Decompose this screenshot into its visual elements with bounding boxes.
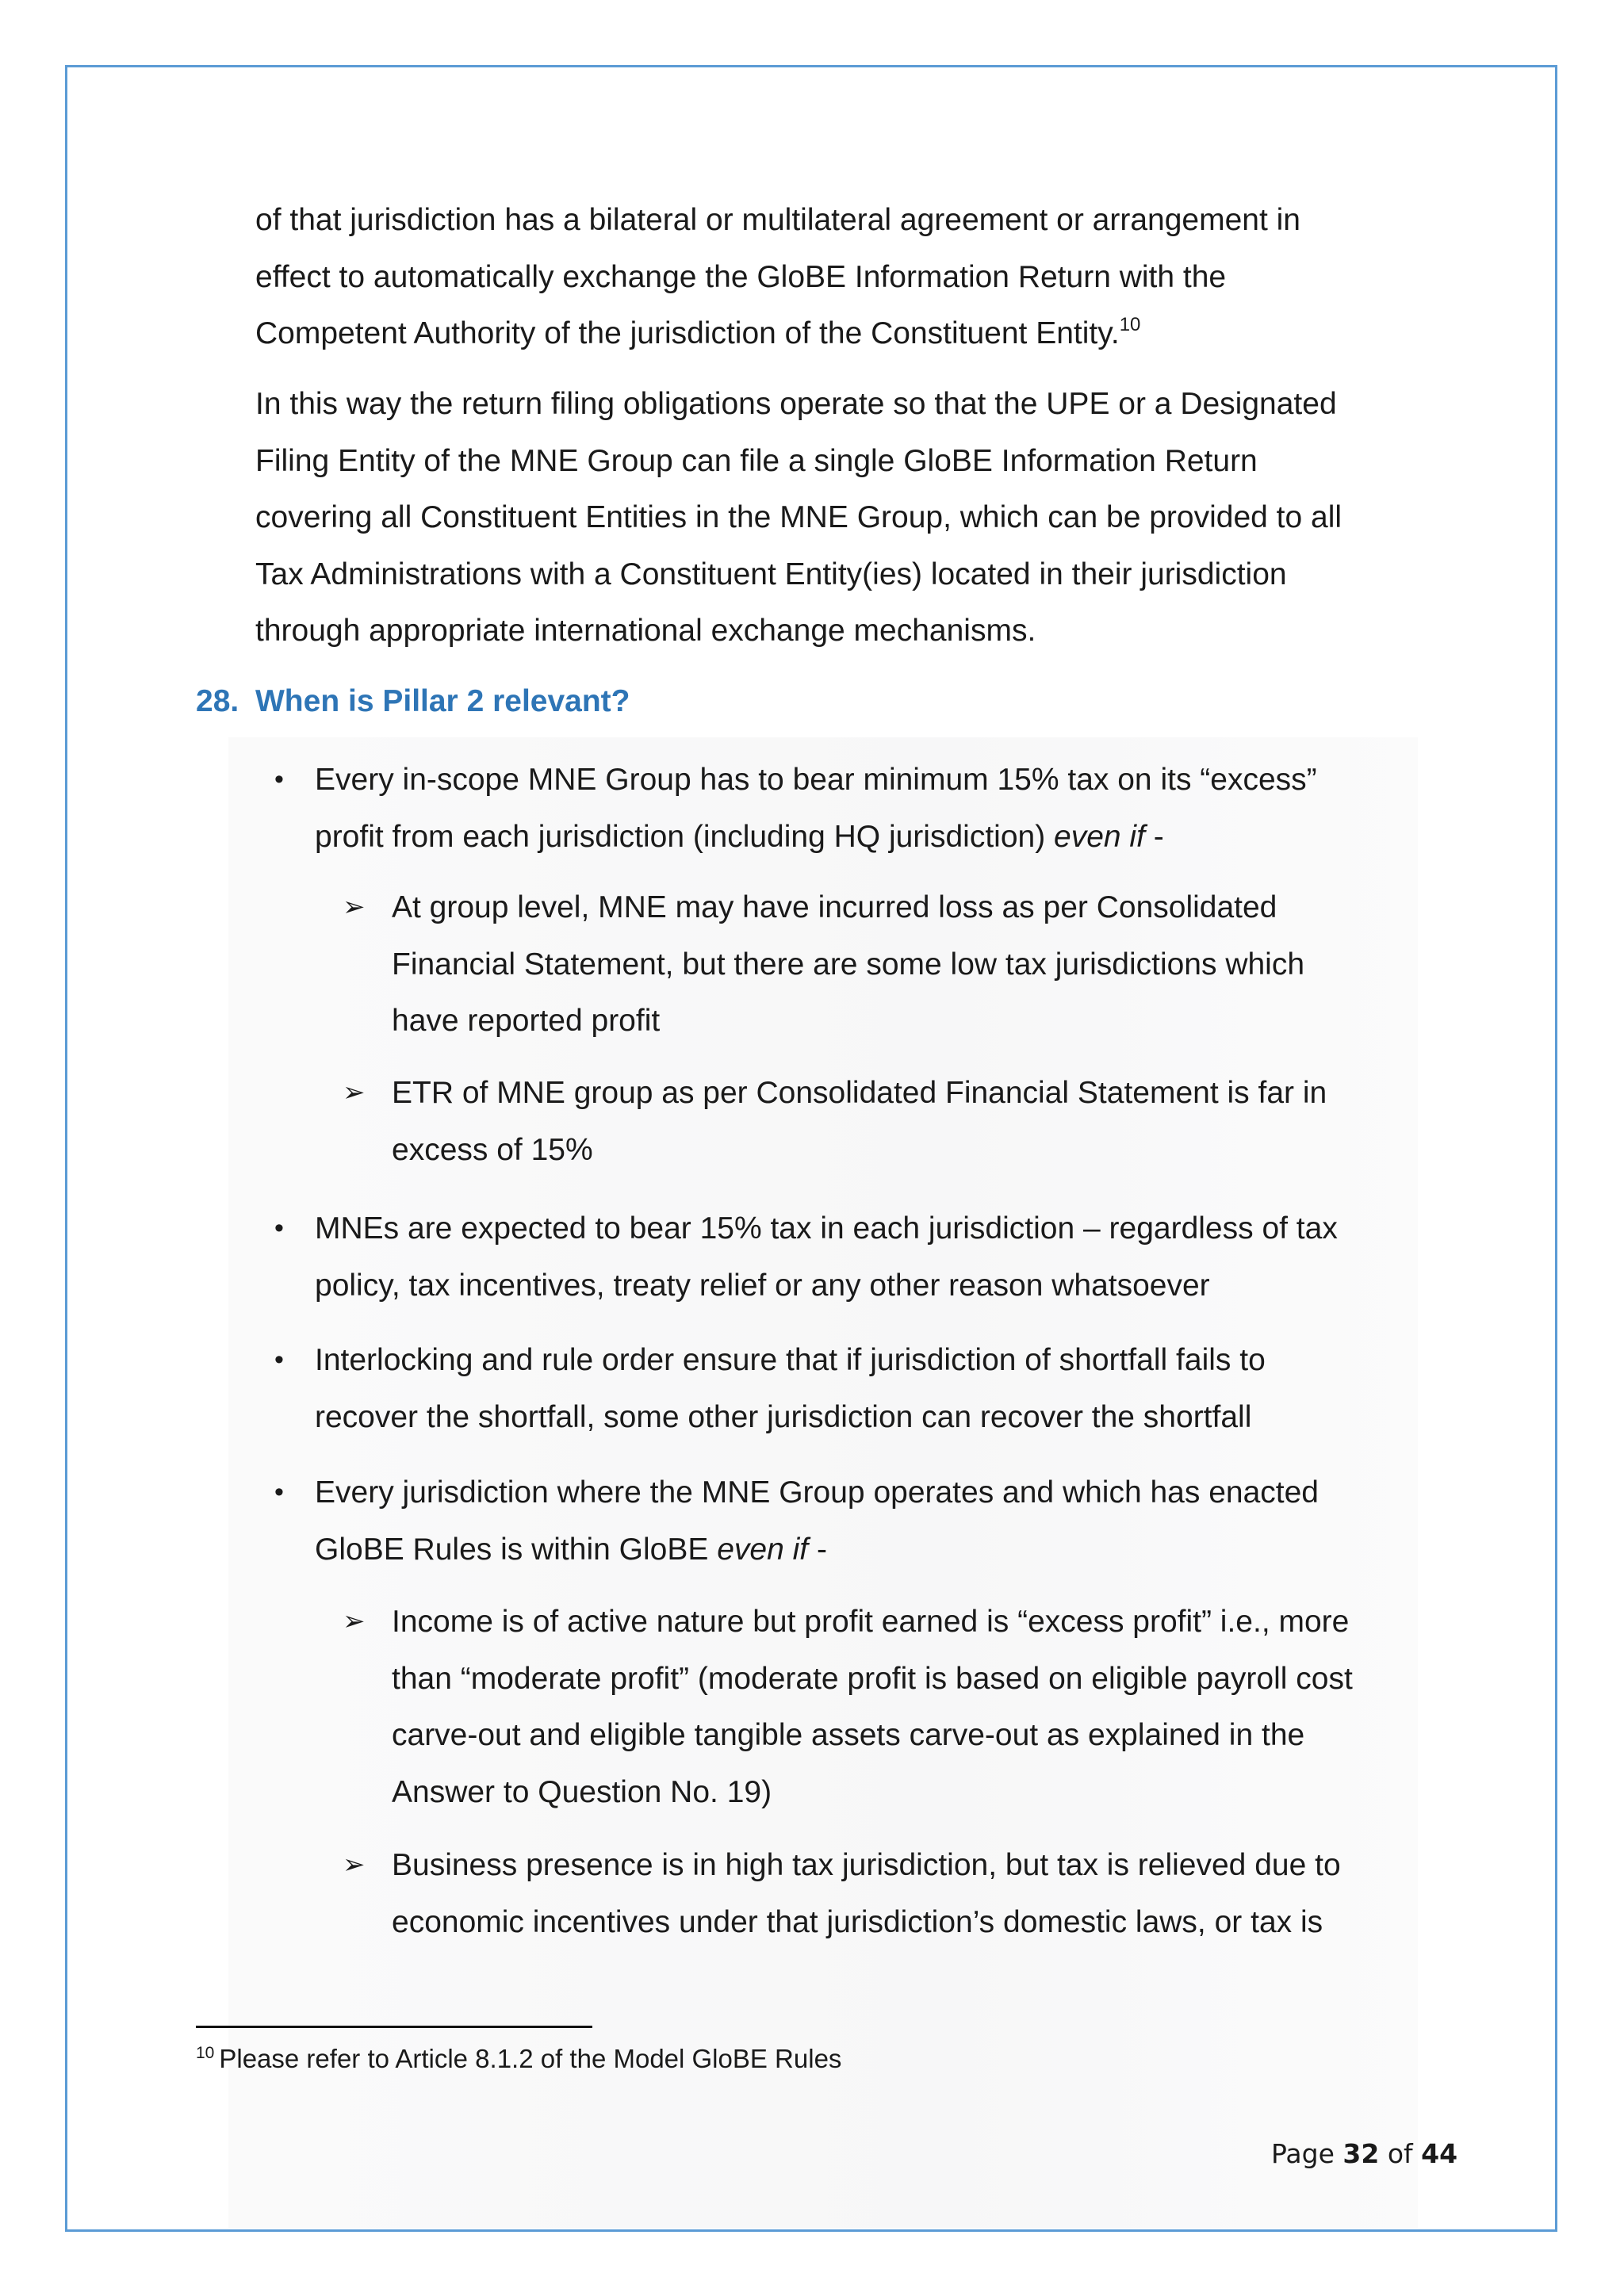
page-separator: of [1387,2138,1413,2169]
text-line: than “moderate profit” (moderate profit is based on eligible payroll cost [392,1661,1353,1696]
text-span: GloBE Rules is within GloBE [315,1532,709,1567]
text-line [315,1521,1441,1578]
total-pages: 44 [1421,2138,1458,2169]
text-line: ETR of MNE group as per Consolidated Financial Statement is far in [392,1076,1327,1110]
text-line: economic incentives under that jurisdiction’s domestic laws, or tax is [392,1904,1323,1939]
arrow-bullet-icon: ➢ [343,892,366,922]
text-span: profit from each jurisdiction (including HQ jurisdiction) [315,819,1046,854]
text-span: - [808,1532,827,1567]
text-line: Answer to Question No. 19) [392,1774,772,1809]
text-line: Financial Statement, but there are some low tax jurisdictions which [392,947,1305,982]
bullet-icon: • [274,1477,284,1507]
text-line: through appropriate international exchange mechanisms. [255,614,1036,648]
current-page: 32 [1342,2138,1380,2169]
italic-emphasis: even if [1054,819,1145,854]
paragraph-continuation [255,192,1429,366]
section-title: When is Pillar 2 relevant? [255,684,630,718]
text-line: have reported profit [392,1004,661,1038]
text-line: Every in-scope MNE Group has to bear minimum 15% tax on its “excess” [315,763,1317,797]
text-line: Business presence is in high tax jurisdiction, but tax is relieved due to [392,1848,1341,1882]
footnote-separator [196,2026,592,2028]
text-line: recover the shortfall, some other jurisdiction can recover the shortfall [315,1399,1252,1434]
text-line [315,809,1441,866]
text-line: Every jurisdiction where the MNE Group operates and which has enacted [315,1475,1319,1510]
italic-emphasis: even if [717,1532,809,1567]
text-line [255,305,1429,366]
text-line: Tax Administrations with a Constituent Entity(ies) located in their jurisdiction [255,557,1287,591]
text-line: carve-out and eligible tangible assets carve-out as explained in the [392,1718,1305,1752]
text-line: effect to automatically exchange the GloBE Information Return with the [255,259,1227,294]
footnote-reference[interactable]: 10 [1119,314,1141,335]
section-number: 28. [196,684,239,718]
text-span: - [1144,819,1164,854]
bullet-icon: • [274,1345,284,1375]
arrow-bullet-icon: ➢ [343,1850,366,1880]
text-line: MNEs are expected to bear 15% tax in each jurisdiction – regardless of tax [315,1211,1338,1246]
paragraph-return-filing [255,376,1429,660]
page-prefix: Page [1271,2138,1335,2169]
text-line: excess of 15% [392,1132,593,1167]
footnote [196,2042,841,2080]
footnote-number: 10 [196,2044,215,2062]
page-number [1271,2137,1457,2172]
text-line: policy, tax incentives, treaty relief or any other reason whatsoever [315,1268,1210,1303]
text-span: Competent Authority of the jurisdiction of the Constituent Entity. [255,316,1120,350]
text-line: At group level, MNE may have incurred loss as per Consolidated [392,890,1277,924]
text-line: Interlocking and rule order ensure that if jurisdiction of shortfall fails to [315,1343,1266,1377]
bullet-icon: • [274,764,284,794]
footnote-text: Please refer to Article 8.1.2 of the Model GloBE Rules [219,2044,842,2073]
text-line: Filing Entity of the MNE Group can file a single GloBE Information Return [255,443,1258,478]
text-line: covering all Constituent Entities in the MNE Group, which can be provided to all [255,500,1342,534]
text-line: Income is of active nature but profit earned is “excess profit” i.e., more [392,1605,1350,1639]
text-line: of that jurisdiction has a bilateral or multilateral agreement or arrangement in [255,203,1301,237]
bullet-icon: • [274,1213,284,1243]
text-line: In this way the return filing obligations operate so that the UPE or a Designated [255,387,1337,421]
arrow-bullet-icon: ➢ [343,1077,366,1108]
section-heading [196,678,630,725]
arrow-bullet-icon: ➢ [343,1606,366,1636]
